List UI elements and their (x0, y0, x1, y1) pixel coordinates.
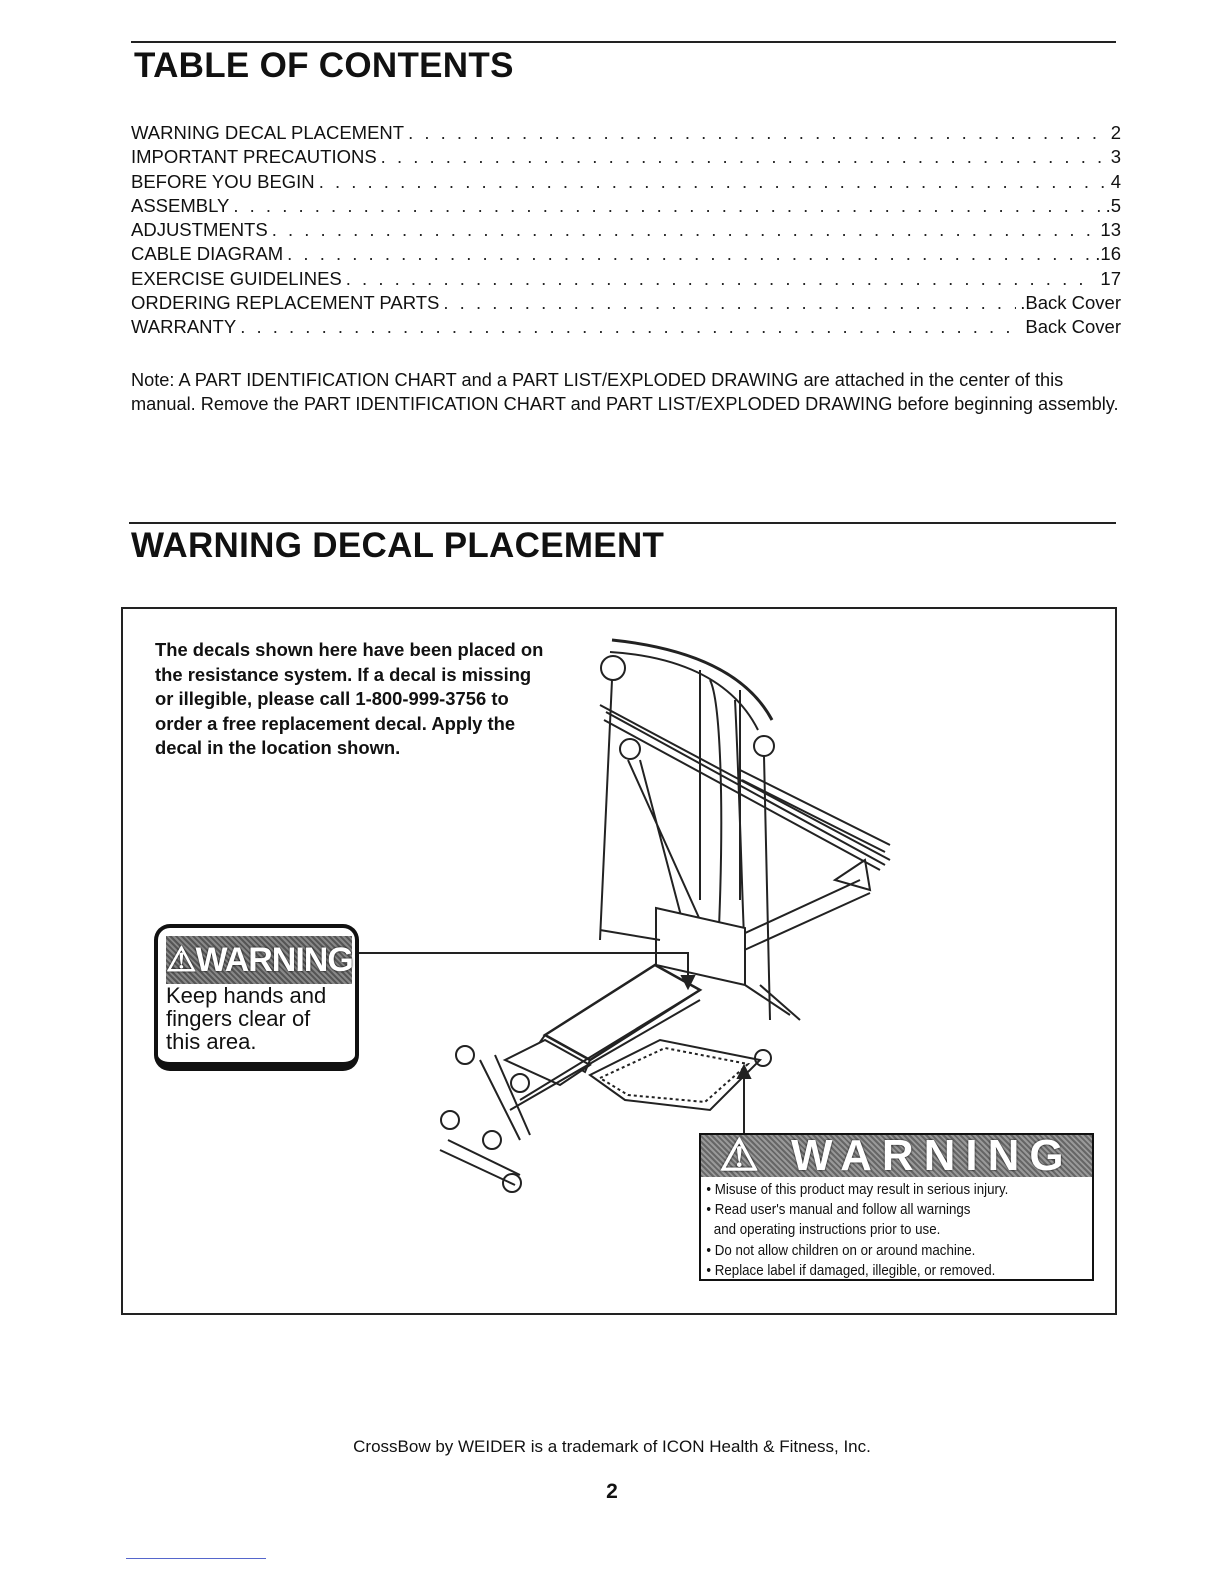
warning-bullet: • Read user's manual and follow all warnings (706, 1202, 971, 1219)
toc-entry[interactable]: ASSEMBLY . . . .5 (131, 195, 1121, 219)
toc-entry[interactable]: EXERCISE GUIDELINES . . . 17 (131, 268, 1121, 292)
toc-entry[interactable]: WARRANTY . . . Back Cover (131, 316, 1121, 340)
warning-bullet: • Do not allow children on or around machine. (706, 1242, 976, 1259)
bottom-underline (126, 1558, 266, 1559)
warning-bullet: • Replace label if damaged, illegible, or removed. (706, 1262, 996, 1279)
page-number: 2 (606, 1480, 618, 1503)
warning-bullet-list (701, 1177, 1084, 1281)
warning-bullet: • Misuse of this product may result in serious injury. (706, 1182, 1009, 1198)
machine-warning-decal (699, 1133, 1094, 1281)
warning-banner: ⚠ WARNING (701, 1135, 1092, 1177)
warning-banner: ⚠WARNING (166, 936, 352, 984)
toc-entry[interactable]: WARNING DECAL PLACEMENT . . . 2 (131, 122, 1121, 146)
toc-note: Note: A PART IDENTIFICATION CHART and a PART LIST/EXPLODED DRAWING are attached in the center of this manual. Remove the PART IDENTIFICATION CHART and PART LIST/EXPLODED DRAWING before beginning assembly. (131, 370, 1119, 414)
toc-heading: TABLE OF CONTENTS (134, 46, 514, 85)
trademark-footer: CrossBow by WEIDER is a trademark of ICON Health & Fitness, Inc. (353, 1437, 871, 1456)
warning-bullet: and operating instructions prior to use. (706, 1222, 941, 1239)
toc-entry[interactable]: CABLE DIAGRAM . . . .16 (131, 243, 1121, 267)
decal-heading: WARNING DECAL PLACEMENT (131, 526, 665, 565)
toc-entry[interactable]: BEFORE YOU BEGIN . . . 4 (131, 171, 1121, 195)
toc-entry[interactable]: ORDERING REPLACEMENT PARTS . . . .Back Cover (131, 292, 1121, 316)
toc-entry[interactable]: ADJUSTMENTS . . . 13 (131, 219, 1121, 243)
toc-entry[interactable]: IMPORTANT PRECAUTIONS . . . 3 (131, 146, 1121, 170)
hands-warning-decal (154, 924, 359, 1071)
decal-intro-text: The decals shown here have been placed on the resistance system. If a decal is missing or illegible, please call 1-800-999-3756 to order a free replacement decal. Apply the decal in the location shown. (155, 639, 544, 758)
hands-warning-text: Keep hands and fingers clear of this area. (166, 983, 327, 1054)
